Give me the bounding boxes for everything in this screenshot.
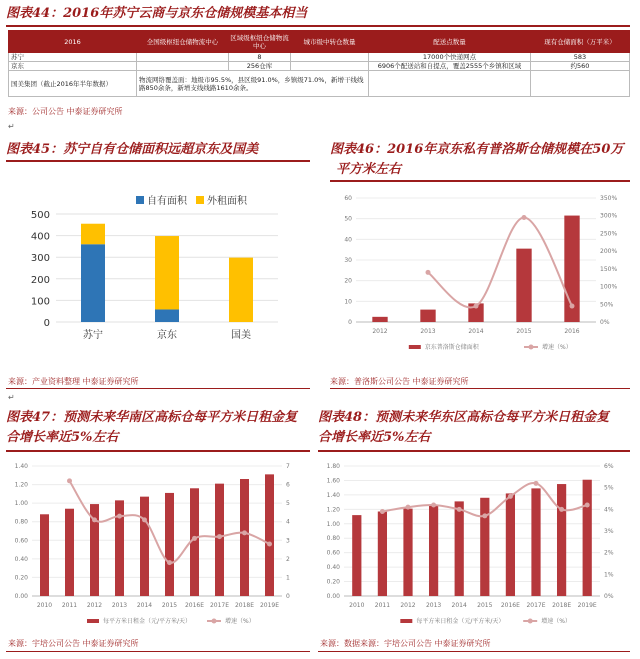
paragraph-mark: ↵ [8,393,15,402]
y-tick-label: 0.80 [14,518,28,526]
y-tick-label: 0.40 [326,564,340,572]
x-tick-label: 2015 [161,602,178,609]
line-point [67,478,72,483]
y-tick-label: 20 [344,277,352,285]
y2-tick-label: 1 [286,574,290,582]
line-point [380,509,385,514]
bar [65,509,74,596]
bar [352,515,361,596]
y-tick-label: 100 [30,296,50,308]
y2-tick-label: 0% [600,319,610,326]
y-tick-label: 60 [344,195,352,202]
figure-44-table [8,30,630,97]
x-tick-label: 2019E [259,602,280,609]
legend-marker [528,619,533,624]
y2-tick-label: 0 [286,593,290,600]
x-tick-label: 2018E [552,602,572,609]
source-rule [330,388,630,389]
figure-48-title-line1: 图表48：预测未来华东区高标仓每平方米日租金复 [318,410,610,425]
legend-label: 京东普洛斯仓储面积 [424,344,479,351]
line-point [242,530,247,535]
table-cell [531,71,630,97]
figure-47-title-rule [6,450,310,452]
table-cell [291,62,369,71]
series-line [428,217,572,307]
bar [531,488,540,596]
x-tick-label: 2013 [420,328,436,335]
x-tick-label: 2017E [209,602,230,609]
legend-label: 增速（%） [542,344,572,351]
x-tick-label: 2012 [372,328,388,335]
figure-48-title-rule [318,450,630,452]
y2-tick-label: 3% [604,528,614,535]
legend-swatch [400,619,412,623]
legend-label: 增速（%） [225,618,255,625]
y-tick-label: 1.60 [326,477,340,485]
table-cell: 物流网络覆盖面：地级市95.5%，县区级91.0%，乡镇级71.0%，新增干线线路850余条，新增支线线路1610余条。 [137,71,369,97]
line-point [406,505,411,510]
x-tick-label: 国美 [231,330,251,341]
table-cell: 苏宁 [9,53,137,62]
x-tick-label: 2015 [477,602,493,609]
bar [455,501,464,596]
table-cell: 256仓库 [229,62,291,71]
line-point [534,481,539,486]
y-tick-label: 1.20 [14,481,28,489]
y2-tick-label: 6 [286,481,290,489]
y2-tick-label: 2 [286,555,290,563]
legend-label: 外租面积 [207,196,247,207]
table-cell: 京东 [9,62,137,71]
figure-44-title: 图表44：2016年苏宁云商与京东仓储规模基本相当 [6,6,308,21]
y-tick-label: 0.00 [14,593,28,600]
figure-44-title-rule [6,25,630,27]
bar [480,498,489,596]
figure-47-title-line2: 合增长率近5%左右 [6,430,119,445]
y-tick-label: 30 [344,257,352,264]
x-tick-label: 2014 [136,602,153,609]
bar [140,497,149,596]
line-point [217,534,222,539]
y-tick-label: 200 [30,274,50,286]
bar-外租面积 [229,258,253,322]
x-tick-label: 2016E [184,602,205,609]
line-point [92,517,97,522]
y-tick-label: 300 [30,253,50,265]
line-point [482,513,487,518]
figure-45-title-rule [6,160,310,162]
x-tick-label: 2012 [400,602,416,609]
y2-tick-label: 150% [600,265,618,273]
x-tick-label: 2013 [111,602,128,609]
x-tick-label: 京东 [157,330,177,341]
bar-自有面积 [155,309,179,322]
bar [420,310,435,322]
legend-marker [212,619,217,624]
figure-46-title-rule [330,180,630,182]
y-tick-label: 0.60 [326,549,340,557]
bar [240,479,249,596]
bar [583,480,592,596]
legend-label: 自有面积 [147,196,187,207]
line-point [426,270,431,275]
legend-swatch [136,196,144,204]
source-rule [6,651,310,652]
table-header: 城市级中转仓数量 [291,31,369,53]
y-tick-label: 1.40 [326,491,340,499]
table-header: 现有仓储面积（万平米） [531,31,630,53]
x-tick-label: 2012 [86,602,103,609]
bar [40,514,49,596]
table-row [9,53,630,62]
bar [215,484,224,596]
x-tick-label: 2015 [516,328,532,335]
bar-外租面积 [81,224,105,245]
y-tick-label: 0.60 [14,537,28,545]
y-tick-label: 50 [344,215,352,223]
x-tick-label: 2016 [564,328,580,335]
figure-45-source: 来源：产业资料整理 中泰证券研究所 [8,377,139,386]
source-rule [318,651,630,652]
x-tick-label: 2017E [526,602,546,609]
y2-tick-label: 50% [600,301,614,309]
figure-45-title: 图表45：苏宁自有仓储面积远超京东及国美 [6,142,259,157]
table-cell: 8 [229,53,291,62]
y2-tick-label: 7 [286,463,290,470]
x-tick-label: 苏宁 [83,330,103,341]
figure-48-source: 来源：数据来源：宇培公司公告 中泰证券研究所 [320,639,491,648]
table-cell: 6906个配送站和自提点，覆盖2555个乡镇和区域 [369,62,531,71]
y-tick-label: 1.20 [326,506,340,514]
x-tick-label: 2018E [234,602,255,609]
paragraph-mark: ↵ [8,122,15,131]
y-tick-label: 1.00 [14,500,28,508]
line-point [508,494,513,499]
y-tick-label: 10 [344,298,352,306]
figure-45-chart [8,172,308,362]
line-point [192,536,197,541]
figure-47-title-line1: 图表47：预测未来华南区高标仓每平方米日租金复 [6,410,298,425]
y2-tick-label: 5 [286,500,290,508]
y-tick-label: 0 [43,318,50,329]
y2-tick-label: 4% [604,506,614,514]
y-tick-label: 0.20 [326,578,340,586]
y2-tick-label: 1% [604,571,614,579]
line-point [570,304,575,309]
x-tick-label: 2016E [500,602,520,609]
figure-46-source: 来源：普洛斯公司公告 中泰证券研究所 [330,377,469,386]
bar [516,249,531,322]
bar [557,484,566,596]
y2-tick-label: 250% [600,230,618,238]
line-point [167,560,172,565]
y-tick-label: 0.40 [14,555,28,563]
y-tick-label: 1.40 [14,463,28,470]
figure-46-title-line2: 平方米左右 [336,162,402,177]
y2-tick-label: 100% [600,283,618,291]
bar [403,509,412,596]
legend-label: 每平方米日租金（元/平方米/天） [416,618,505,625]
table-header: 2016 [9,31,137,53]
y2-tick-label: 0% [604,593,614,600]
bar [378,512,387,597]
bar-外租面积 [155,236,179,309]
table-header-row [9,31,630,53]
x-tick-label: 2011 [374,602,391,609]
line-point [559,507,564,512]
y-tick-label: 0.80 [326,535,340,543]
line-point [117,514,122,519]
legend-label: 增速（%） [541,618,571,625]
y2-tick-label: 200% [600,248,618,256]
table-cell: 国美集团（截止2016年半年数据） [9,71,137,97]
y-tick-label: 500 [30,210,50,221]
y-tick-label: 1.00 [326,520,340,528]
table-cell [369,71,531,97]
y-tick-label: 0.20 [14,574,28,582]
x-tick-label: 2019E [577,602,597,609]
bar [372,317,387,322]
table-row [9,62,630,71]
figure-47-chart [6,458,310,628]
legend-swatch [87,619,99,623]
table-header: 区域级枢纽仓储物流中心 [229,31,291,53]
bar [506,493,515,596]
line-point [585,503,590,508]
y2-tick-label: 3 [286,537,290,545]
legend-swatch [409,345,421,349]
y2-tick-label: 300% [600,212,618,220]
line-point [142,517,147,522]
bar [165,493,174,596]
y2-tick-label: 2% [604,549,614,557]
line-point [474,304,479,309]
figure-48-title-line2: 合增长率近5%左右 [318,430,431,445]
x-tick-label: 2011 [61,602,78,609]
table-row [9,71,630,97]
y2-tick-label: 4 [286,518,290,526]
bar-自有面积 [81,244,105,322]
y2-tick-label: 5% [604,484,614,492]
figure-46-title-line1: 图表46：2016年京东私有普洛斯仓储规模在50万 [330,142,624,157]
table-cell [291,53,369,62]
figure-46-chart [332,188,632,362]
y2-tick-label: 350% [600,195,618,202]
y-tick-label: 1.80 [326,463,340,470]
bar [265,474,274,596]
y-tick-label: 400 [30,231,50,243]
x-tick-label: 2010 [349,602,365,609]
y-tick-label: 40 [344,236,352,244]
table-cell [137,62,229,71]
x-tick-label: 2013 [425,602,442,609]
bar [429,505,438,596]
table-header: 配送点数量 [369,31,531,53]
x-tick-label: 2014 [451,602,467,609]
table-cell: 约560 [531,62,630,71]
legend-label: 每平方米日租金（元/平方米/天） [103,618,192,625]
table-cell: 583 [531,53,630,62]
figure-48-chart [320,458,630,628]
y-tick-label: 0 [348,319,352,326]
legend-marker [529,345,534,350]
source-rule [6,388,310,389]
figure-47-source: 来源：宇培公司公告 中泰证券研究所 [8,639,139,648]
line-point [522,215,527,220]
figure-44-source: 来源：公司公告 中泰证券研究所 [8,107,123,116]
y2-tick-label: 6% [604,463,614,470]
table-header: 全国级枢纽仓储物流中心 [137,31,229,53]
line-point [457,507,462,512]
table-cell [137,53,229,62]
line-point [431,503,436,508]
table-cell: 17000个快递网点 [369,53,531,62]
x-tick-label: 2014 [468,328,484,335]
x-tick-label: 2010 [36,602,53,609]
line-point [267,542,272,547]
y-tick-label: 0.00 [326,593,340,600]
legend-swatch [196,196,204,204]
